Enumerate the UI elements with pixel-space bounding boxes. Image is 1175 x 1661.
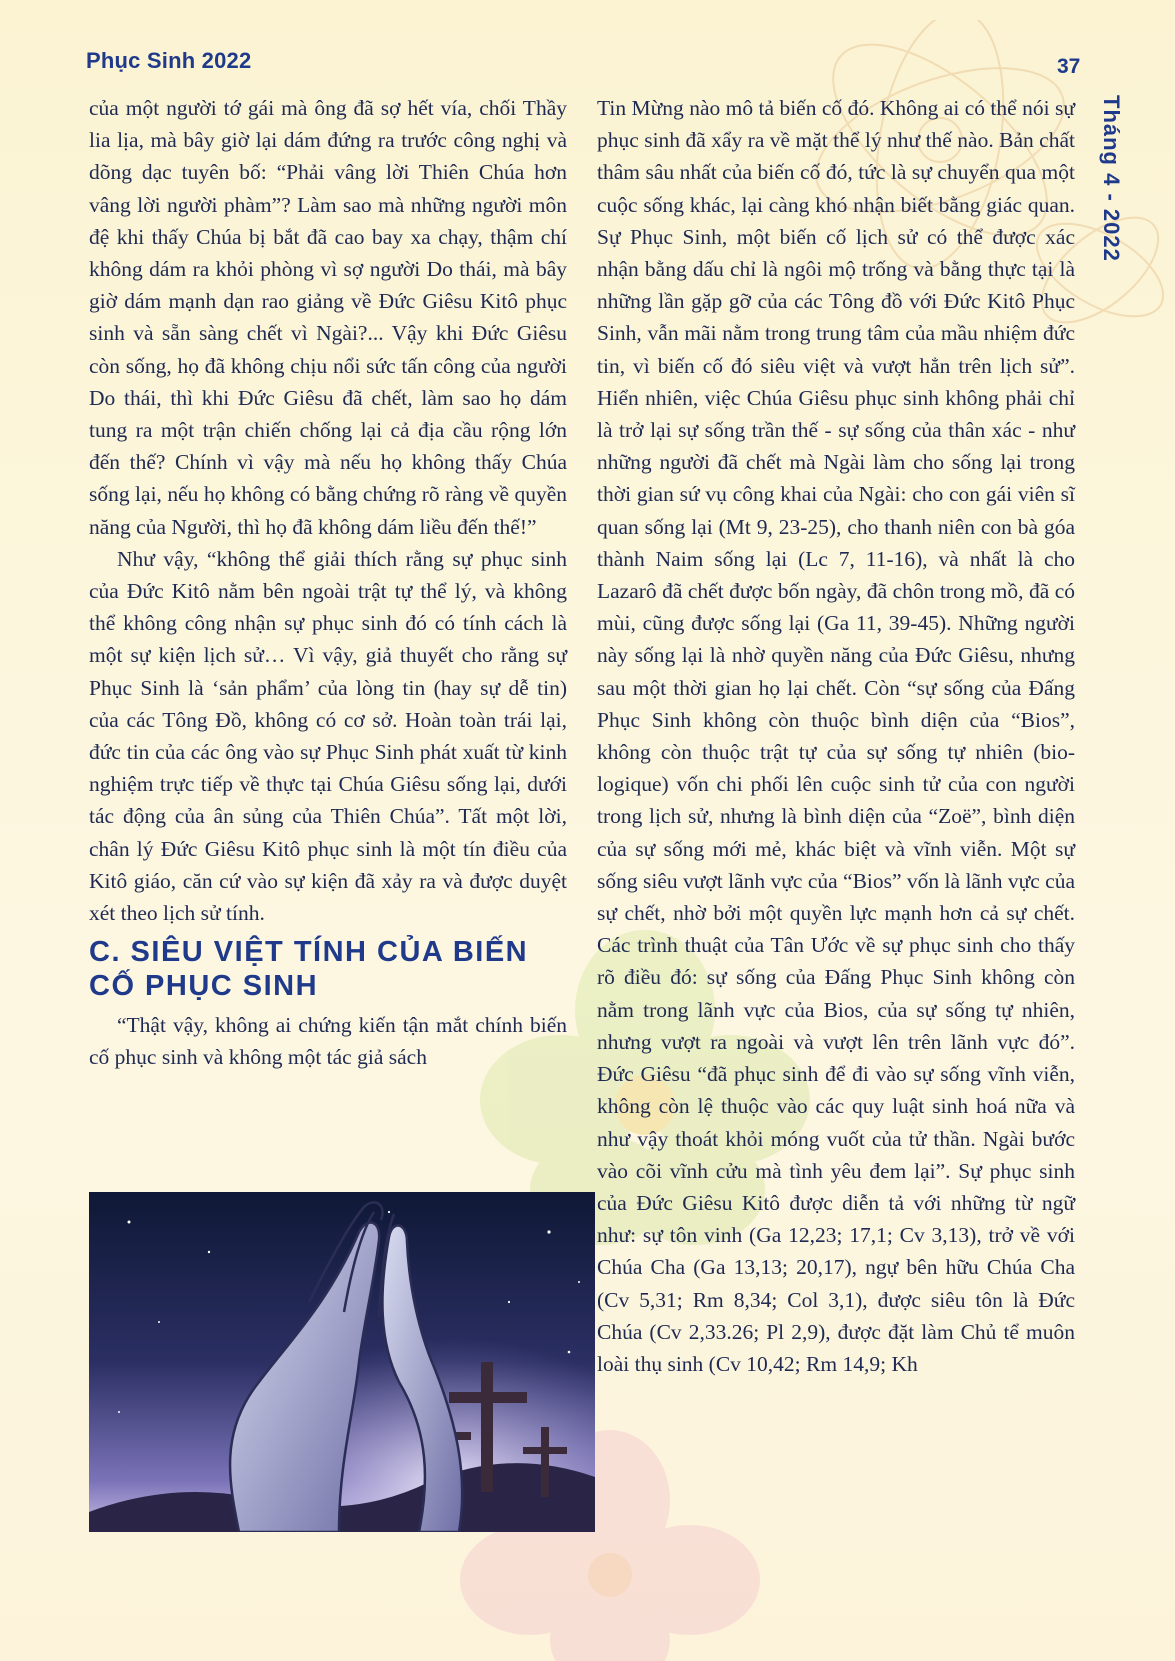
- left-column: [89, 92, 567, 1074]
- section-heading-line: CỐ PHỤC SINH: [89, 970, 319, 1003]
- page-number: 37: [1057, 55, 1081, 78]
- praying-hands-illustration: [89, 1192, 595, 1532]
- paragraph: Tin Mừng nào mô tả biến cố đó. Không ai có thể nói sự phục sinh đã xẩy ra về mặt thể lý như thế nào. Bản chất thâm sâu nhất của biến cố đó, tức là sự chuyển qua một cuộc sống khác, lại càng khó nhận biết bằng giác quan. Sự Phục Sinh, một biến cố lịch sử có thể được xác nhận bằng dấu chỉ là ngôi mộ trống và bằng thực tại là những lần gặp gỡ của các Tông đồ với Đức Kitô Phục Sinh, vẫn mãi nằm trong trung tâm của mầu nhiệm đức tin, vì biến cố đó siêu việt và vượt hẳn trên lịch sử”. Hiển nhiên, việc Chúa Giêsu phục sinh không phải chỉ là trở lại sự sống trần thế - sự sống của thân xác - như những người đã chết mà Ngài làm cho sống lại trong thời gian sứ vụ công khai của Ngài: cho con gái viên sĩ quan sống lại (Mt 9, 23-25), cho thanh niên con bà góa thành Naim sống lại (Lc 7, 11-16), và nhất là cho Lazarô đã chết được bốn ngày, đã chôn trong mồ, đã có mùi, cũng được sống lại (Ga 11, 39-45). Những người này sống lại là nhờ quyền năng của Đức Giêsu, nhưng sau một thời gian họ lại chết. Còn “sự sống của Đấng Phục Sinh không còn thuộc bình diện của “Bios”, không còn thuộc trật tự của sự sống tự nhiên (bio-logique) vốn chi phối lên cuộc sinh tử của con người trong lịch sử, nhưng là bình diện của “Zoë”, bình diện của sự sống mới mẻ, khác biệt và vĩnh viễn. Một sự sống siêu vượt lãnh vực của “Bios” vốn là lãnh vực của sự chết, nhờ bởi một quyền lực mạnh hơn cả sự chết. Các trình thuật của Tân Ước về sự phục sinh cho thấy rõ điều đó: sự sống của Đấng Phục Sinh không còn nằm trong lãnh vực của Bios, của sự sống tự nhiên, nhưng vượt ra ngoài và vượt lên trên lãnh vực đó”. Đức Giêsu “đã phục sinh để đi vào sự sống vĩnh viễn, không còn lệ thuộc vào các quy luật sinh hoá nữa và như vậy thoát khỏi móng vuốt của tử thần. Ngài bước vào cõi vĩnh cửu mà tình yêu đem lại”. Sự phục sinh của Đức Giêsu Kitô được diễn tả với những từ ngữ như: sự tôn vinh (Ga 12,23; 17,1; Cv 3,13), trở về với Chúa Cha (Ga 13,13; 20,17), ngự bên hữu Chúa Cha (Cv 5,31; Rm 8,34; Col 3,1), được siêu tôn là Đức Chúa (Cv 2,33.26; Pl 2,9), được đặt làm Chủ tể muôn loài thụ sinh (Cv 10,42; Rm 14,9; Kh: [597, 96, 1075, 1376]
- issue-date-vertical: Tháng 4 - 2022: [1099, 95, 1124, 262]
- right-column: [597, 92, 1075, 1380]
- magazine-title: Phục Sinh 2022: [86, 48, 252, 73]
- paragraph: của một người tớ gái mà ông đã sợ hết vía, chối Thầy lia lịa, mà bây giờ lại dám đứng ra trước công nghị và dõng dạc tuyên bố: “Phải vâng lời Thiên Chúa hơn vâng lời người phàm”? Làm sao mà những người môn đệ khi thấy Chúa bị bắt đã cao bay xa chạy, thậm chí không dám ra khỏi phòng vì sợ người Do thái, mà bây giờ dám mạnh dạn rao giảng về Đức Giêsu Kitô phục sinh và sẵn sàng chết vì Ngài?... Vậy khi Đức Giêsu còn sống, họ đã không chịu nổi sức tấn công của người Do thái, thì khi Đức Giêsu đã chết, làm sao họ dám tung ra một trận chiến chống lại cả địa cầu rộng lớn đến thế? Chính vì vậy mà nếu họ không thấy Chúa sống lại, nếu họ không có bằng chứng rõ ràng về quyền năng của Người, thì họ đã không dám liều đến thế!”: [89, 96, 567, 539]
- section-heading-line: C. SIÊU VIỆT TÍNH CỦA BIẾN: [89, 936, 529, 969]
- section-heading: [89, 935, 567, 1003]
- paragraph: Như vậy, “không thể giải thích rằng sự phục sinh của Đức Kitô nằm bên ngoài trật tự thể lý, và không thể không công nhận sự phục sinh đó có tính cách là một sự kiện lịch sử… Vì vậy, giả thuyết cho rằng sự Phục Sinh là ‘sản phẩm’ của lòng tin (hay sự dễ tin) của các Tông Đồ, không có cơ sở. Hoàn toàn trái lại, đức tin của các ông vào sự Phục Sinh phát xuất từ kinh nghiệm trực tiếp về thực tại Chúa Giêsu sống lại, dưới tác động của ân sủng của Thiên Chúa”. Tất một lời, chân lý Đức Giêsu Kitô phục sinh là một tín điều của Kitô giáo, căn cứ vào sự kiện đã xảy ra và được duyệt xét theo lịch sử tính.: [89, 546, 567, 926]
- paragraph: “Thật vậy, không ai chứng kiến tận mắt chính biến cố phục sinh và không một tác giả sách: [89, 1013, 567, 1070]
